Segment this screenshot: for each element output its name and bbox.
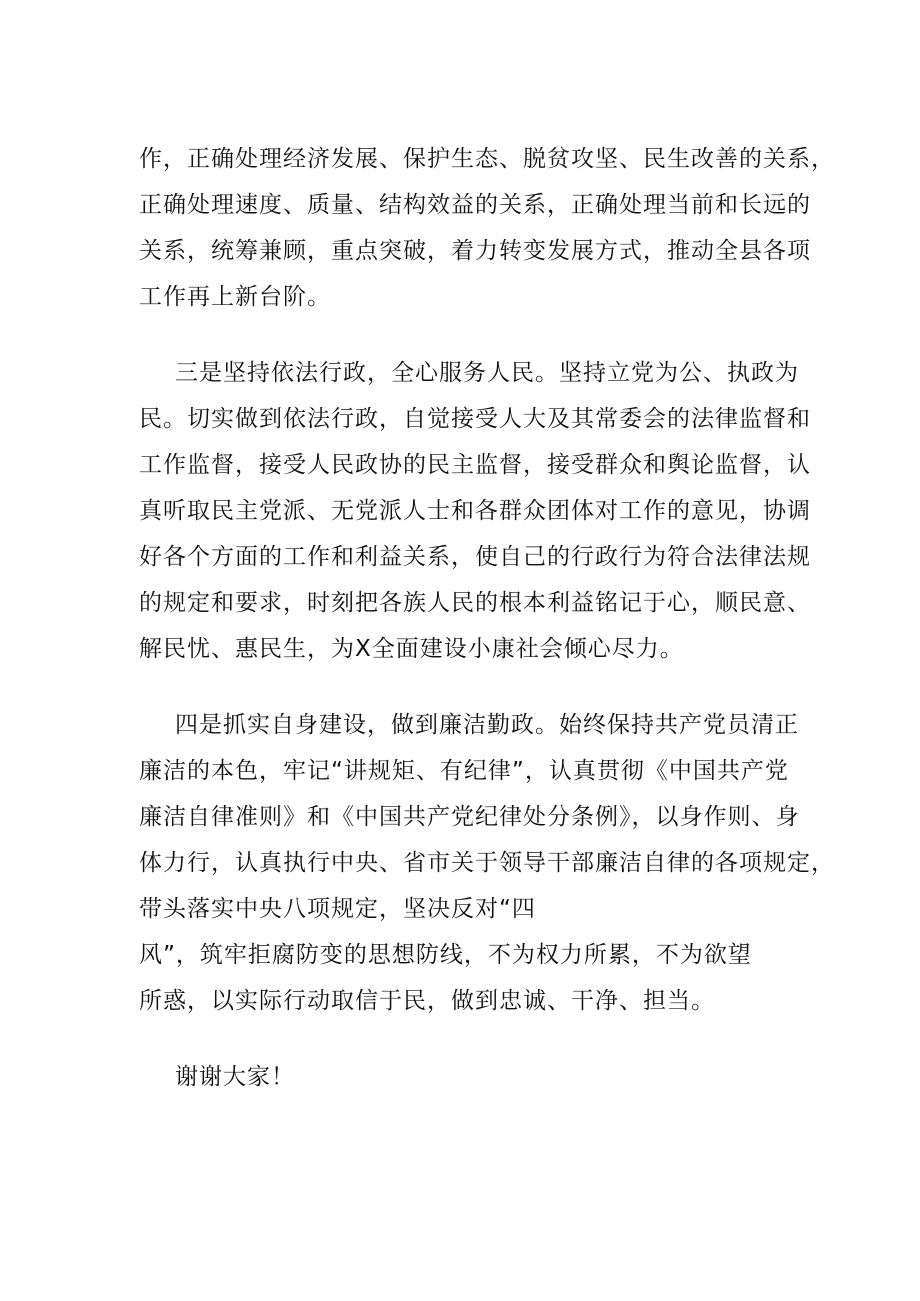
text-line: 真听取民主党派、无党派人士和各群众团体对工作的意见，协调	[139, 498, 811, 524]
text-line: 四是抓实自身建设，做到廉洁勤政。始终保持共产党员清正	[175, 712, 799, 738]
text-line: 廉洁自律准则》和《中国共产党纪律处分条例》，以身作则、身	[139, 804, 800, 830]
text-line: 关系，统筹兼顾，重点突破，着力转变发展方式，推动全县各项	[139, 238, 811, 264]
text-line: 的规定和要求，时刻把各族人民的根本利益铭记于心，顺民意、	[139, 590, 811, 616]
text-line: 作，正确处理经济发展、保护生态、脱贫攻坚、民生改善的关系，	[139, 146, 835, 172]
paragraph-rule-of-law	[139, 354, 819, 676]
closing-text: 谢谢大家！	[175, 1064, 295, 1090]
text-line: 带头落实中央八项规定，坚决反对“四	[139, 896, 536, 922]
text-line: 解民忧、惠民生，为X全面建设小康社会倾心尽力。	[139, 636, 684, 662]
text-line: 风”，筑牢拒腐防变的思想防线，不为权力所累，不为欲望	[139, 942, 752, 968]
paragraph-self-discipline	[139, 706, 835, 1028]
closing-remark	[139, 1058, 819, 1104]
text-line: 民。切实做到依法行政，自觉接受人大及其常委会的法律监督和	[139, 406, 811, 432]
text-line: 正确处理速度、质量、结构效益的关系，正确处理当前和长远的	[139, 192, 811, 218]
text-line: 好各个方面的工作和利益关系，使自己的行政行为符合法律法规	[139, 544, 811, 570]
document-body	[139, 140, 835, 1104]
text-line: 工作再上新台阶。	[139, 284, 331, 310]
text-line: 三是坚持依法行政，全心服务人民。坚持立党为公、执政为	[175, 360, 799, 386]
text-line: 所惑，以实际行动取信于民，做到忠诚、干净、担当。	[139, 988, 715, 1014]
text-line: 体力行，认真执行中央、省市关于领导干部廉洁自律的各项规定，	[139, 850, 835, 876]
text-line: 廉洁的本色，牢记“讲规矩、有纪律”，认真贯彻《中国共产党	[139, 758, 789, 784]
paragraph-continuation	[139, 140, 835, 324]
text-line: 工作监督，接受人民政协的民主监督，接受群众和舆论监督，认	[139, 452, 811, 478]
